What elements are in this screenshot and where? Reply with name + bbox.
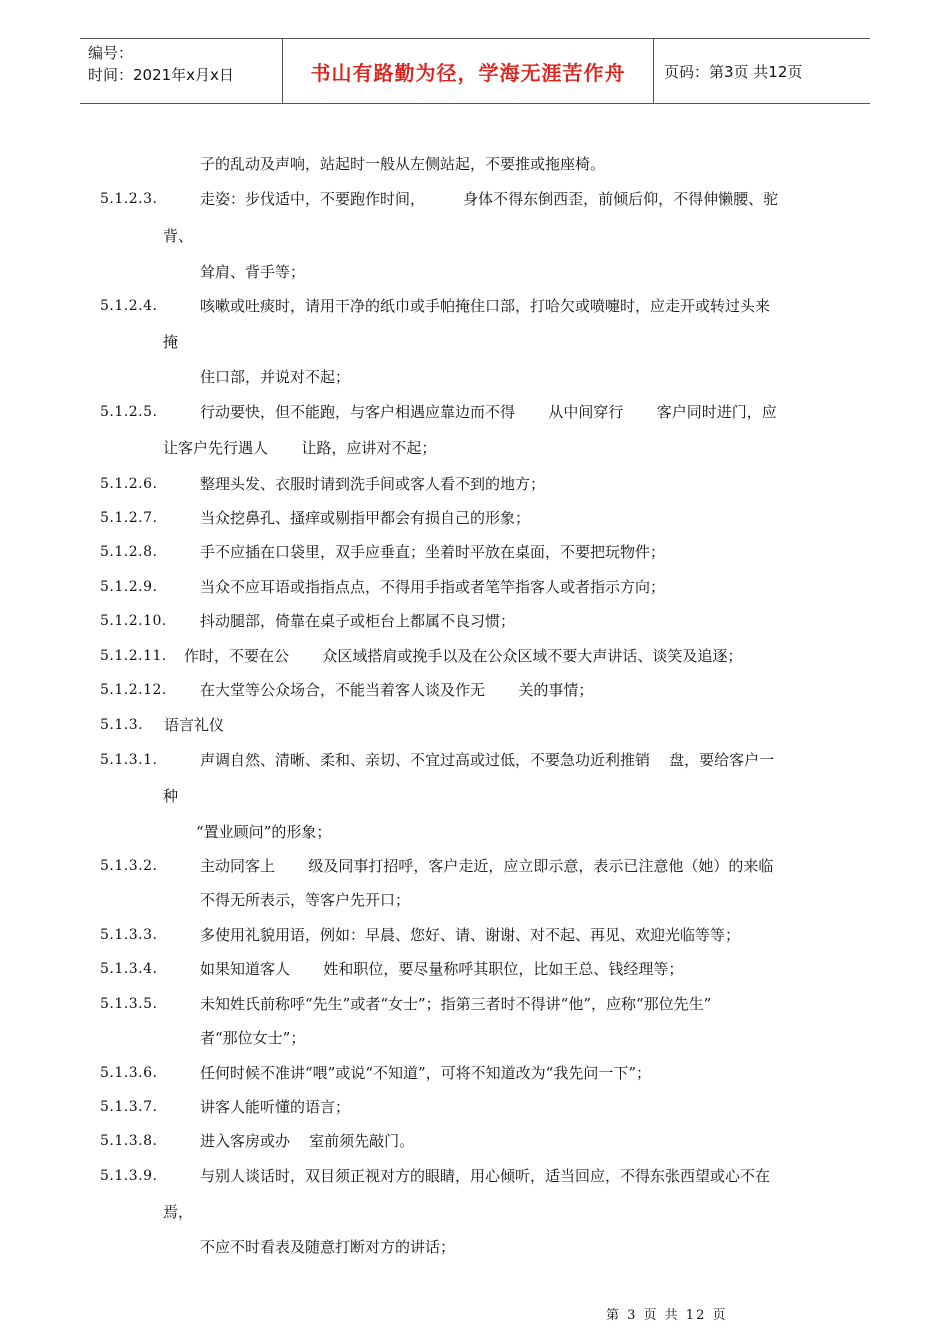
clause-text: 多使用礼貌用语，例如：早晨、您好、请、谢谢、对不起、再见、欢迎光临等等；: [200, 926, 741, 944]
clause-number: 5.1.3.2.: [100, 858, 158, 874]
clause-number: 5.1.3.8.: [100, 1133, 158, 1149]
clause-text: 掩: [163, 333, 179, 351]
clause-text: 子的乱动及声响，站起时一般从左侧站起，不要推或拖座椅。: [200, 155, 606, 173]
header-page-info: 页码：第3页 共12页: [664, 62, 803, 81]
clause-text: 焉，: [163, 1203, 194, 1221]
clause-number: 5.1.2.3.: [100, 191, 158, 207]
document-date: 时间：2021年x月x日: [88, 66, 234, 84]
clause-text: 如果知道客人 姓和职位，要尽量称呼其职位，比如王总、钱经理等；: [200, 960, 684, 978]
clause-number: 5.1.2.9.: [100, 579, 158, 595]
page-footer: 第 3 页 共 12 页: [606, 1308, 728, 1323]
clause-number: 5.1.2.6.: [100, 476, 158, 492]
header-motto: 书山有路勤为径，学海无涯苦作舟: [282, 39, 654, 103]
clause-text: 进入客房或办 室前须先敲门。: [200, 1132, 415, 1150]
clause-text: 不得无所表示，等客户先开口；: [200, 891, 411, 909]
clause-text: 让客户先行遇人 让路，应讲对不起；: [163, 439, 437, 457]
clause-text: 咳嗽或吐痰时，请用干净的纸巾或手帕掩住口部，打哈欠或喷嚏时，应走开或转过头来: [200, 297, 771, 315]
clause-text: 者“那位女士”；: [200, 1029, 306, 1047]
clause-text: “置业顾问”的形象；: [196, 823, 332, 841]
clause-text: 当众不应耳语或指指点点，不得用手指或者笔竿指客人或者指示方向；: [200, 578, 666, 596]
clause-text: 不应不时看表及随意打断对方的讲话；: [200, 1238, 456, 1256]
clause-text: 讲客人能听懂的语言；: [200, 1098, 351, 1116]
clause-text: 背、: [163, 227, 194, 245]
clause-text: 整理头发、衣服时请到洗手间或客人看不到的地方；: [200, 475, 546, 493]
clause-number: 5.1.3.7.: [100, 1099, 158, 1115]
clause-number: 5.1.3.6.: [100, 1065, 158, 1081]
clause-number: 5.1.2.11.: [100, 648, 167, 664]
clause-text: 抖动腿部，倚靠在桌子或柜台上都属不良习惯；: [200, 612, 516, 630]
clause-text: 住口部，并说对不起；: [200, 368, 351, 386]
clause-number: 5.1.2.4.: [100, 298, 158, 314]
clause-number: 5.1.3.3.: [100, 927, 158, 943]
clause-number: 5.1.2.8.: [100, 544, 158, 560]
clause-text: 走姿：步伐适中，不要跑作时间， 身体不得东倒西歪，前倾后仰，不得伸懒腰、驼: [200, 190, 779, 208]
header-meta: [80, 39, 282, 103]
page-header: [80, 38, 870, 104]
clause-text: 未知姓氏前称呼“先生”或者“女士”；指第三者时不得讲“他”，应称“那位先生”: [200, 995, 712, 1013]
clause-text: 当众挖鼻孔、搔痒或剔指甲都会有损自己的形象；: [200, 509, 531, 527]
clause-text: 在大堂等公众场合，不能当着客人谈及作无 关的事情；: [200, 681, 594, 699]
clause-text: 语言礼仪: [164, 716, 225, 734]
clause-text: 手不应插在口袋里，双手应垂直；坐着时平放在桌面，不要把玩物件；: [200, 543, 666, 561]
clause-text: 耸肩、背手等；: [200, 263, 306, 281]
clause-number: 5.1.3.: [100, 717, 144, 733]
clause-text: 行动要快，但不能跑，与客户相遇应靠边而不得 从中间穿行 客户同时进门，应: [200, 403, 777, 421]
clause-number: 5.1.2.12.: [100, 682, 167, 698]
clause-number: 5.1.3.5.: [100, 996, 158, 1012]
clause-text: 主动同客上 级及同事打招呼，客户走近，应立即示意，表示已注意他（她）的来临: [200, 857, 774, 875]
clause-text: 作时，不要在公 众区域搭肩或挽手以及在公众区域不要大声讲话、谈笑及追逐；: [184, 647, 743, 665]
clause-number: 5.1.3.4.: [100, 961, 158, 977]
document-code: 编号：: [88, 44, 134, 62]
clause-number: 5.1.2.7.: [100, 510, 158, 526]
clause-text: 声调自然、清晰、柔和、亲切、不宜过高或过低，不要急功近利推销 盘，要给客户一: [200, 751, 775, 769]
clause-number: 5.1.3.1.: [100, 752, 158, 768]
clause-text: 与别人谈话时，双目须正视对方的眼睛，用心倾听，适当回应，不得东张西望或心不在: [200, 1167, 771, 1185]
clause-text: 种: [163, 787, 179, 805]
clause-number: 5.1.2.10.: [100, 613, 167, 629]
clause-number: 5.1.2.5.: [100, 404, 158, 420]
clause-number: 5.1.3.9.: [100, 1168, 158, 1184]
clause-text: 任何时候不准讲“喂”或说“不知道”，可将不知道改为“我先问一下”；: [200, 1064, 652, 1082]
